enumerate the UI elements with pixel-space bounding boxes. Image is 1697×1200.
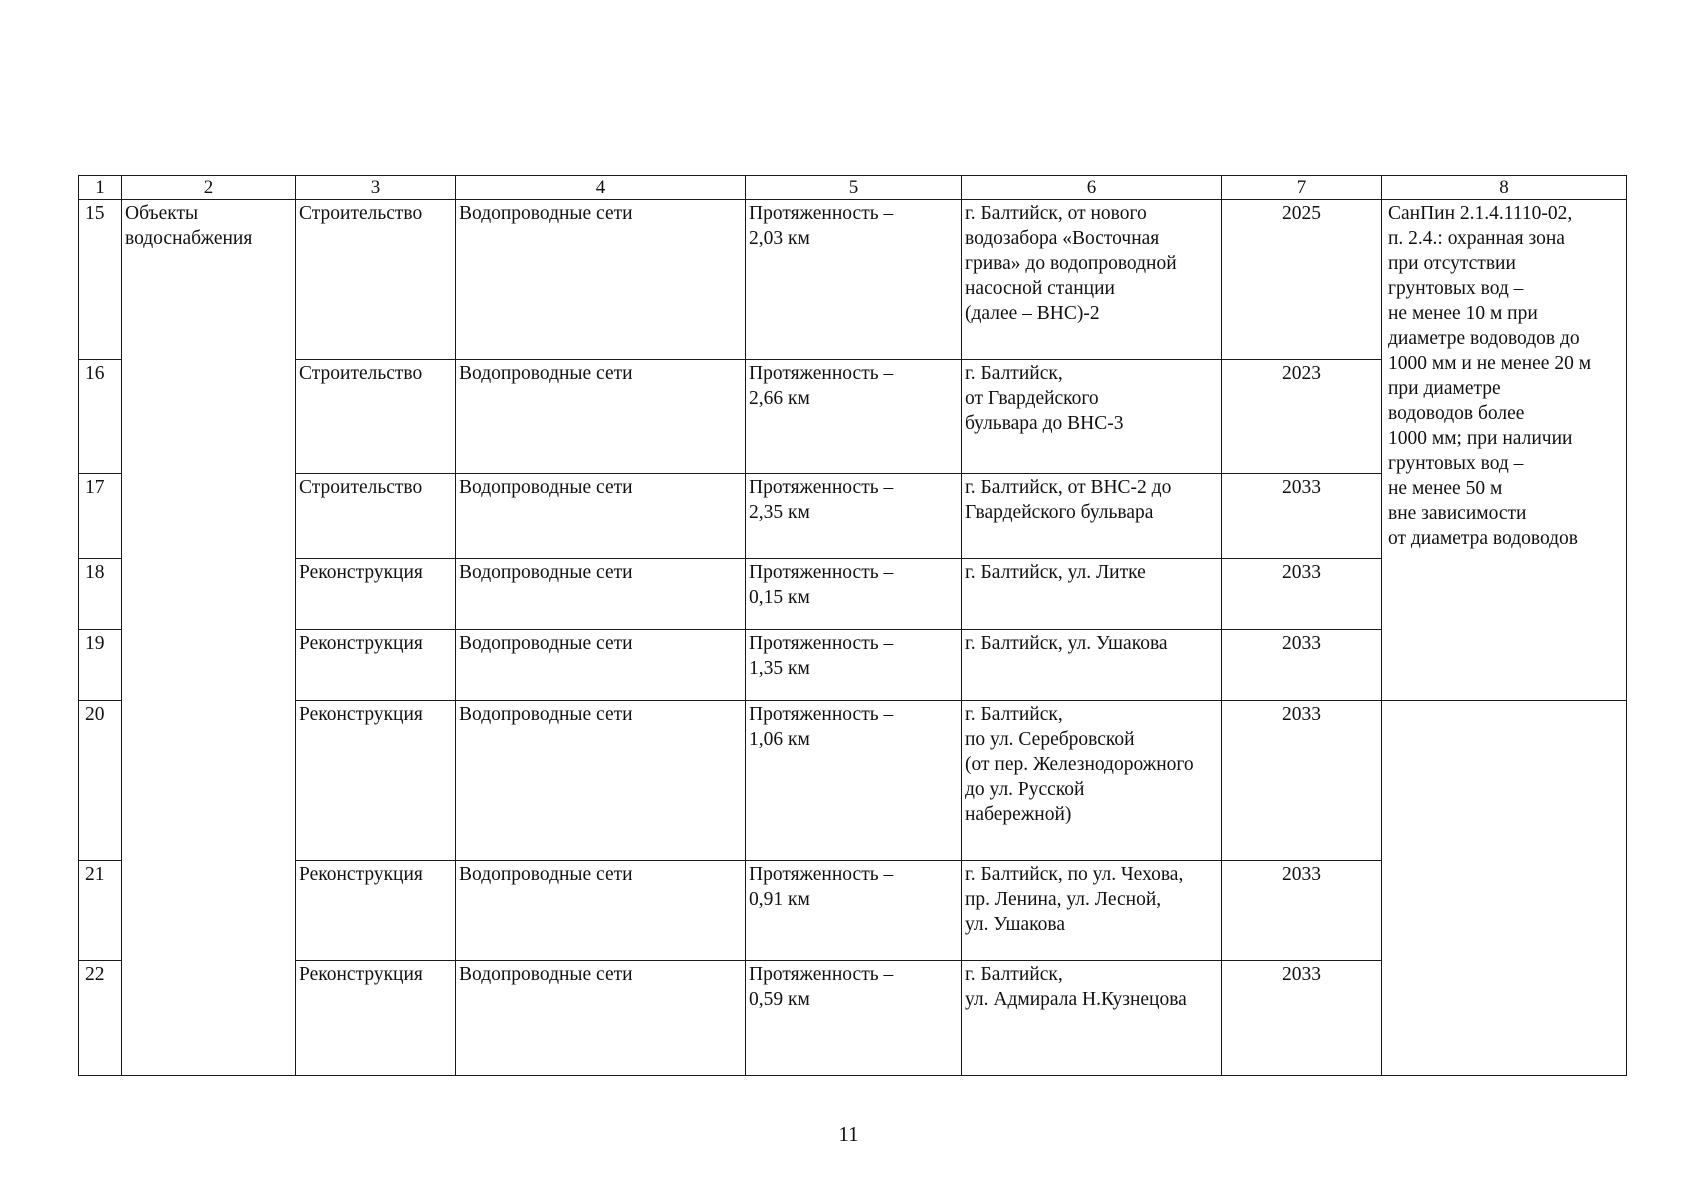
year-cell: 2033 — [1222, 630, 1382, 701]
protection-zone-text: СанПин 2.1.4.1110-02, — [1388, 203, 1573, 224]
action-type-cell: Строительство — [296, 200, 456, 360]
length-text: 2,35 км — [749, 502, 810, 523]
protection-zone-text: 1000 мм; при наличии — [1388, 428, 1573, 449]
protection-zone-text: при диаметре — [1388, 378, 1501, 399]
action-type-cell: Строительство — [296, 474, 456, 559]
length-cell — [746, 360, 962, 474]
length-text: Протяженность – — [749, 203, 894, 224]
protection-zone-cell — [1382, 200, 1627, 701]
object-name-cell: Водопроводные сети — [456, 701, 746, 861]
year-cell: 2033 — [1222, 559, 1382, 630]
object-group-label: Объекты — [125, 203, 199, 224]
action-type-cell: Реконструкция — [296, 559, 456, 630]
object-name-cell: Водопроводные сети — [456, 559, 746, 630]
objects-table — [78, 175, 1627, 1076]
row-number-cell: 15 — [79, 200, 122, 360]
object-group-label: водоснабжения — [125, 228, 253, 249]
location-cell — [962, 559, 1222, 630]
length-text: 0,15 км — [749, 587, 810, 608]
location-text: ул. Ушакова — [965, 914, 1065, 935]
protection-zone-text: вне зависимости — [1388, 503, 1527, 524]
empty-cell — [1382, 701, 1627, 1076]
location-text: бульвара до ВНС-3 — [965, 413, 1124, 434]
location-text: по ул. Серебровской — [965, 729, 1135, 750]
protection-zone-text: водоводов более — [1388, 403, 1525, 424]
location-cell — [962, 630, 1222, 701]
column-number: 6 — [962, 176, 1222, 200]
length-text: Протяженность – — [749, 864, 894, 885]
object-group-cell — [122, 200, 296, 1076]
object-name-cell: Водопроводные сети — [456, 474, 746, 559]
column-number: 8 — [1382, 176, 1627, 200]
location-text: г. Балтийск, по ул. Чехова, — [965, 864, 1184, 885]
row-number-cell: 16 — [79, 360, 122, 474]
protection-zone-text: диаметре водоводов до — [1388, 328, 1580, 349]
protection-zone-text: не менее 50 м — [1388, 478, 1503, 499]
location-text: г. Балтийск, от нового — [965, 203, 1147, 224]
object-name-cell: Водопроводные сети — [456, 360, 746, 474]
length-text: Протяженность – — [749, 633, 894, 654]
length-text: 2,66 км — [749, 388, 810, 409]
location-text: водозабора «Восточная — [965, 228, 1160, 249]
location-text: пр. Ленина, ул. Лесной, — [965, 889, 1162, 910]
row-number-cell: 21 — [79, 861, 122, 961]
length-cell — [746, 701, 962, 861]
length-cell — [746, 200, 962, 360]
year-cell: 2033 — [1222, 961, 1382, 1076]
year-cell: 2023 — [1222, 360, 1382, 474]
action-type-cell: Реконструкция — [296, 961, 456, 1076]
location-text: ул. Адмирала Н.Кузнецова — [965, 989, 1187, 1010]
location-text: г. Балтийск, — [965, 363, 1063, 384]
location-cell — [962, 701, 1222, 861]
protection-zone-text: не менее 10 м при — [1388, 303, 1538, 324]
table-row — [79, 701, 1627, 861]
location-cell — [962, 200, 1222, 360]
column-number: 3 — [296, 176, 456, 200]
length-text: Протяженность – — [749, 363, 894, 384]
row-number-cell: 17 — [79, 474, 122, 559]
row-number-cell: 19 — [79, 630, 122, 701]
protection-zone-text: от диаметра водоводов — [1388, 528, 1579, 549]
column-number: 4 — [456, 176, 746, 200]
location-text: грива» до водопроводной — [965, 253, 1177, 274]
length-text: 0,59 км — [749, 989, 810, 1010]
object-name-cell: Водопроводные сети — [456, 630, 746, 701]
protection-zone-text: грунтовых вод – — [1388, 278, 1524, 299]
length-text: 1,35 км — [749, 658, 810, 679]
location-text: до ул. Русской — [965, 779, 1085, 800]
year-cell: 2033 — [1222, 701, 1382, 861]
action-type-cell: Реконструкция — [296, 861, 456, 961]
location-text: г. Балтийск, — [965, 704, 1063, 725]
protection-zone-text: п. 2.4.: охранная зона — [1388, 228, 1565, 249]
table-row — [79, 200, 1627, 360]
year-cell: 2033 — [1222, 861, 1382, 961]
location-cell — [962, 360, 1222, 474]
row-number-cell: 22 — [79, 961, 122, 1076]
row-number-cell: 20 — [79, 701, 122, 861]
length-cell — [746, 559, 962, 630]
location-text: г. Балтийск, ул. Ушакова — [965, 633, 1168, 654]
length-text: Протяженность – — [749, 704, 894, 725]
length-cell — [746, 630, 962, 701]
table-body — [79, 200, 1627, 1076]
location-cell — [962, 861, 1222, 961]
location-cell — [962, 474, 1222, 559]
object-name-cell: Водопроводные сети — [456, 200, 746, 360]
location-text: г. Балтийск, ул. Литке — [965, 562, 1146, 583]
length-cell — [746, 474, 962, 559]
length-text: Протяженность – — [749, 562, 894, 583]
column-number: 7 — [1222, 176, 1382, 200]
object-name-cell: Водопроводные сети — [456, 861, 746, 961]
length-text: 2,03 км — [749, 228, 810, 249]
location-text: от Гвардейского — [965, 388, 1099, 409]
length-text: Протяженность – — [749, 964, 894, 985]
protection-zone-text: при отсутствии — [1388, 253, 1516, 274]
page-number: 11 — [838, 1122, 859, 1146]
location-text: набережной) — [965, 804, 1072, 825]
location-text: г. Балтийск, от ВНС-2 до — [965, 477, 1172, 498]
column-number: 5 — [746, 176, 962, 200]
column-number: 1 — [79, 176, 122, 200]
location-text: (далее – ВНС)-2 — [965, 303, 1100, 324]
column-number-row — [79, 176, 1627, 200]
location-cell — [962, 961, 1222, 1076]
protection-zone-text: 1000 мм и не менее 20 м — [1388, 353, 1592, 374]
length-text: 1,06 км — [749, 729, 810, 750]
length-text: Протяженность – — [749, 477, 894, 498]
action-type-cell: Реконструкция — [296, 701, 456, 861]
location-text: г. Балтийск, — [965, 964, 1063, 985]
object-name-cell: Водопроводные сети — [456, 961, 746, 1076]
location-text: насосной станции — [965, 278, 1115, 299]
row-number-cell: 18 — [79, 559, 122, 630]
length-cell — [746, 961, 962, 1076]
location-text: Гвардейского бульвара — [965, 502, 1154, 523]
length-text: 0,91 км — [749, 889, 810, 910]
year-cell: 2033 — [1222, 474, 1382, 559]
length-cell — [746, 861, 962, 961]
action-type-cell: Реконструкция — [296, 630, 456, 701]
year-cell: 2025 — [1222, 200, 1382, 360]
column-number: 2 — [122, 176, 296, 200]
location-text: (от пер. Железнодорожного — [965, 754, 1194, 775]
protection-zone-text: грунтовых вод – — [1388, 453, 1524, 474]
action-type-cell: Строительство — [296, 360, 456, 474]
